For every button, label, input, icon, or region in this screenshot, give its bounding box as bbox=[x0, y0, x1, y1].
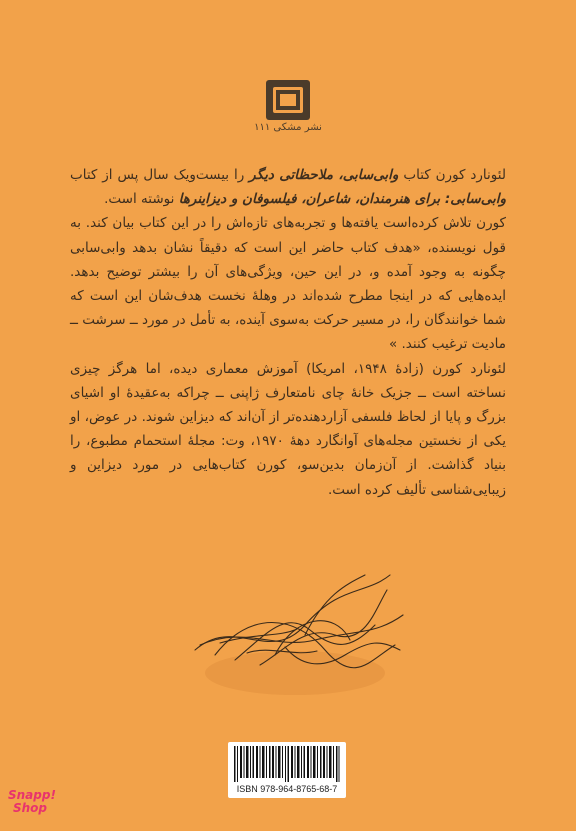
book-title-original: وابی‌سابی: برای هنرمندان، شاعران، فیلسوفان و دیزاینرها bbox=[178, 191, 506, 208]
watermark-line-1: Snapp! bbox=[8, 788, 56, 802]
paragraph-author-bio: لئونارد کورن (زادهٔ ۱۹۴۸، امریکا) آموزش معماری دیده، اما هرگز چیزی نساخته است ــ جزیک خانهٔ چای نامتعارف ژاپنی ــ چراکه به‌عقیدهٔ او اشیای بزرگ و پایا از لحاظ فلسفی آزاردهنده‌تر از آن‌اند که دیزاین شوند. در عوض، او یکی از نخستین مجله‌های آوانگارد دههٔ ۱۹۷۰، وت: مجلهٔ استحمام مطبوع، را بنیاد گذاشت. از آن‌زمان بدین‌سو، کورن کتاب‌هایی در مورد دیزاین و زیبایی‌شناسی تألیف کرده است. bbox=[70, 360, 506, 498]
watermark-line-2: Shop bbox=[12, 801, 48, 815]
book-title-new: وابی‌سابی، ملاحظاتی دیگر bbox=[249, 167, 399, 183]
paragraph-intro bbox=[70, 163, 506, 211]
isbn-number: ISBN 978-964-8765-68-7 bbox=[236, 784, 338, 794]
snappshop-watermark bbox=[8, 788, 56, 815]
back-cover-description bbox=[70, 163, 506, 502]
barcode bbox=[228, 742, 346, 798]
intro-text-c: را بیست‌ویک سال پس از کتاب bbox=[70, 167, 250, 183]
paragraph-quote: کورن تلاش کرده‌است یافته‌ها و تجربه‌های تازه‌اش را در این کتاب بیان کند. به قول نویسنده، «هدف کتاب حاضر این است که دقیقاً نشان بدهد وابی‌سابی چگونه به وجود آمده و، در این حین، ویژگی‌های آن را بیشتر توضیح بدهد. ایده‌هایی که در اینجا مطرح شده‌اند در وهلهٔ نخست هدف‌شان این است که شما خوانندگان را، در مسیر حرکت به‌سوی آینده، به تأمل در مورد ــ سرشت ــ مادیت ترغیب کنند. » bbox=[70, 215, 506, 353]
publisher-name: نشر مشکی ۱۱۱ bbox=[254, 122, 322, 133]
intro-text-e: نوشته است. bbox=[104, 191, 179, 208]
book-stack-logo-icon bbox=[266, 80, 310, 120]
tangled-strands-illustration bbox=[175, 555, 415, 705]
barcode-bars bbox=[234, 746, 340, 782]
intro-text-a: لئونارد کورن کتاب bbox=[398, 167, 506, 183]
